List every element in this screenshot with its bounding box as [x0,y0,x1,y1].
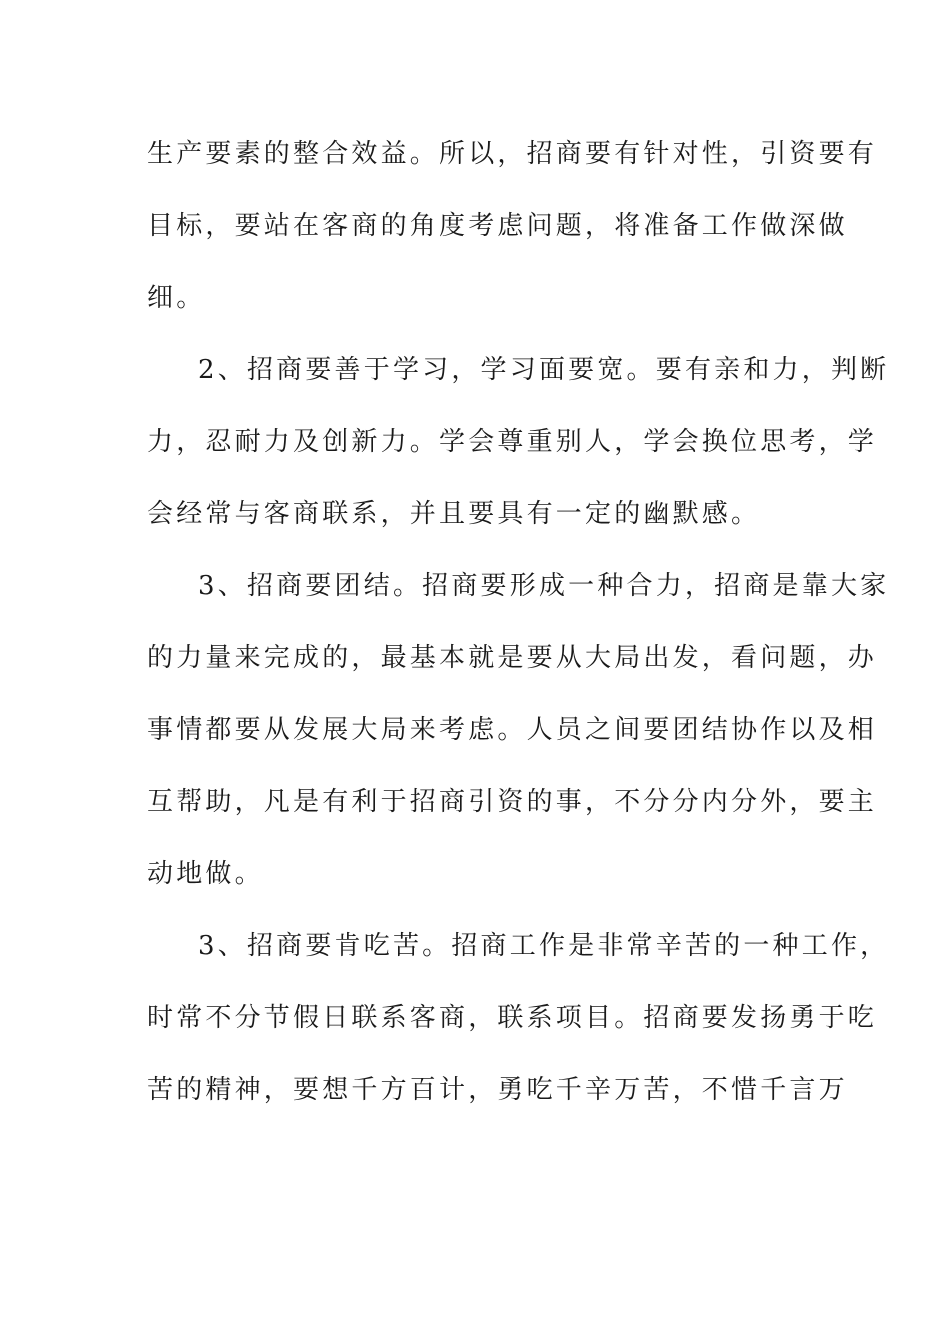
text-line: 时常不分节假日联系客商，联系项目。招商要发扬勇于吃 [147,1003,878,1033]
text-line: 会经常与客商联系，并且要具有一定的幽默感。 [147,499,761,529]
paragraph-start-line: 3、招商要团结。招商要形成一种合力，招商是靠大家 [198,571,890,601]
text-line: 的力量来完成的，最基本就是要从大局出发，看问题，办 [147,643,878,673]
paragraph-start-line: 2、招商要善于学习，学习面要宽。要有亲和力，判断 [198,355,890,385]
text-line: 力，忍耐力及创新力。学会尊重别人，学会换位思考，学 [147,427,878,457]
text-line: 苦的精神，要想千方百计，勇吃千辛万苦，不惜千言万 [147,1075,848,1105]
paragraph-start-line: 3、招商要肯吃苦。招商工作是非常辛苦的一种工作， [198,931,890,961]
text-line: 细。 [147,283,206,313]
text-line: 互帮助，凡是有利于招商引资的事，不分分内分外，要主 [147,787,878,817]
text-line: 目标，要站在客商的角度考虑问题，将准备工作做深做 [147,211,848,241]
text-line: 动地做。 [147,859,264,889]
text-line: 生产要素的整合效益。所以，招商要有针对性，引资要有 [147,139,878,169]
text-line: 事情都要从发展大局来考虑。人员之间要团结协作以及相 [147,715,878,745]
